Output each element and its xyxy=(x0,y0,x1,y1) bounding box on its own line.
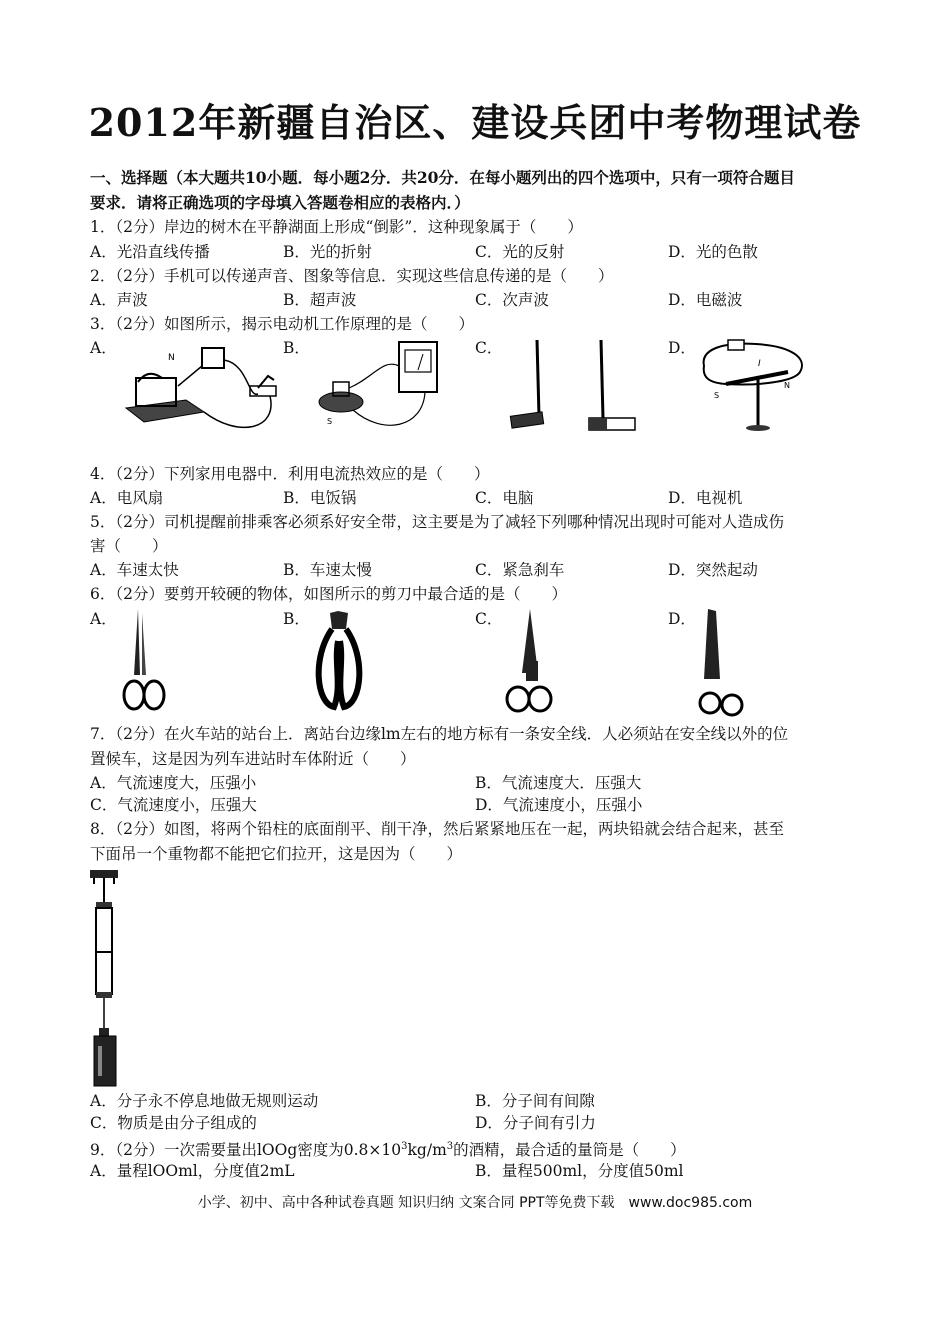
q8-option-a: A．分子永不停息地做无规则运动 xyxy=(90,1092,319,1110)
q3-option-d: D． xyxy=(668,339,696,357)
q9-option-b: B．量程500ml，分度值50ml xyxy=(475,1162,684,1180)
q5-option-a: A．车速太快 xyxy=(90,561,179,579)
q3-option-b: B． xyxy=(283,339,310,357)
q9-stem-unit: g/m xyxy=(416,1141,447,1160)
svg-text:N: N xyxy=(168,353,175,363)
q6-stem: 6．（2分）要剪开较硬的物体，如图所示的剪刀中最合适的是（ ） xyxy=(90,585,567,603)
q2-option-d: D．电磁波 xyxy=(668,291,743,309)
q1-option-a: A．光沿直线传播 xyxy=(90,243,210,261)
q2-option-b: B．超声波 xyxy=(283,291,357,309)
q1-stem: 1．（2分）岸边的树木在平静湖面上形成“倒影”．这种现象属于（ ） xyxy=(90,218,583,236)
q3-option-a: A． xyxy=(90,339,117,357)
q6-option-c: C． xyxy=(475,610,503,628)
q3-option-c: C． xyxy=(475,339,503,357)
q5-option-b: B．车速太慢 xyxy=(283,561,372,579)
q5-stem-line2: 害（ ） xyxy=(90,537,168,555)
section-instructions-line2: 要求．请将正确选项的字母填入答题卷相应的表格内．） xyxy=(90,193,470,212)
q9-stem-post: 的酒精，最合适的量筒是（ ） xyxy=(453,1141,686,1160)
q8-stem-line2: 下面吊一个重物都不能把它们拉开，这是因为（ ） xyxy=(90,845,463,863)
q3-stem: 3．（2分）如图所示，揭示电动机工作原理的是（ ） xyxy=(90,315,474,333)
q7-stem-line1: 7．（2分）在火车站的站台上．离站台边缘lm左右的地方标有一条安全线．人必须站在安全线以外的位 xyxy=(90,725,789,743)
q9-stem-k: k xyxy=(407,1141,417,1160)
q5-option-c: C．紧急刹车 xyxy=(475,561,565,579)
page-title: 2012年新疆自治区、建设兵团中考物理试卷 xyxy=(88,100,862,145)
q6-option-d: D． xyxy=(668,610,696,628)
q5-option-d: D．突然起动 xyxy=(668,561,758,579)
q4-option-b: B．电饭锅 xyxy=(283,489,357,507)
q7-stem-line2: 置候车，这是因为列车进站时车体附近（ ） xyxy=(90,750,416,768)
q2-option-a: A．声波 xyxy=(90,291,148,309)
q1-option-d: D．光的色散 xyxy=(668,243,758,261)
q3-figure-b-meter-circuit xyxy=(313,338,445,436)
q7-option-c: C．气流速度小，压强大 xyxy=(90,796,257,814)
q3-figure-d-coil-magnet xyxy=(696,338,806,436)
svg-text:I: I xyxy=(758,359,761,369)
q9-option-a: A．量程lOOml，分度值2mL xyxy=(90,1162,295,1180)
q5-stem-line1: 5．（2分）司机提醒前排乘客必须系好安全带，这主要是为了减轻下列哪种情况出现时可能对人造成伤 xyxy=(90,513,784,531)
q7-option-a: A．气流速度大，压强小 xyxy=(90,774,257,792)
q6-figure-b-pliers xyxy=(310,607,368,715)
q8-option-c: C．物质是由分子组成的 xyxy=(90,1114,257,1132)
q6-figure-a-scissors xyxy=(120,607,170,719)
page-footer: 小学、初中、高中各种试卷真题 知识归纳 文案合同 PPT等免费下载 www.doc985.com xyxy=(197,1195,753,1211)
q4-option-c: C．电脑 xyxy=(475,489,534,507)
q2-option-c: C．次声波 xyxy=(475,291,549,309)
q1-option-c: C．光的反射 xyxy=(475,243,565,261)
q6-figure-c-scissors xyxy=(500,607,558,719)
q6-option-b: B． xyxy=(283,610,310,628)
q9-stem-sup: 3 xyxy=(401,1141,408,1152)
q3-figure-a-generator-circuit xyxy=(118,338,288,436)
q3-figure-c-hanging-magnets xyxy=(505,338,657,436)
q9-stem-sup2: 3 xyxy=(446,1141,454,1152)
q6-option-a: A． xyxy=(90,610,117,628)
q8-stem-line1: 8．（2分）如图，将两个铅柱的底面削平、削干净，然后紧紧地压在一起，两块铅就会结合起来，甚至 xyxy=(90,820,784,838)
q2-stem: 2．（2分）手机可以传递声音、图象等信息．实现这些信息传递的是（ ） xyxy=(90,267,614,285)
q4-option-d: D．电视机 xyxy=(668,489,743,507)
q7-option-b: B．气流速度大．压强大 xyxy=(475,774,642,792)
q1-option-b: B．光的折射 xyxy=(283,243,372,261)
q6-figure-d-scissors xyxy=(694,607,750,719)
svg-text:S: S xyxy=(714,391,720,400)
q8-option-b: B．分子间有间隙 xyxy=(475,1092,595,1110)
q4-option-a: A．电风扇 xyxy=(90,489,164,507)
q8-figure-lead-cylinders xyxy=(88,868,122,1090)
q4-stem: 4．（2分）下列家用电器中．利用电流热效应的是（ ） xyxy=(90,465,490,483)
q9-stem xyxy=(90,1136,686,1161)
q9-stem-pre: 9．（2分）一次需要量出lOOg密度为0.8×10 xyxy=(90,1141,402,1160)
section-instructions-line1: 一、选择题（本大题共10小题．每小题2分．共20分．在每小题列出的四个选项中，只有一项符合题目 xyxy=(90,168,795,187)
svg-text:N: N xyxy=(784,381,790,390)
q7-option-d: D．气流速度小，压强小 xyxy=(475,796,643,814)
svg-text:S: S xyxy=(327,417,333,426)
q8-option-d: D．分子间有引力 xyxy=(475,1114,596,1132)
